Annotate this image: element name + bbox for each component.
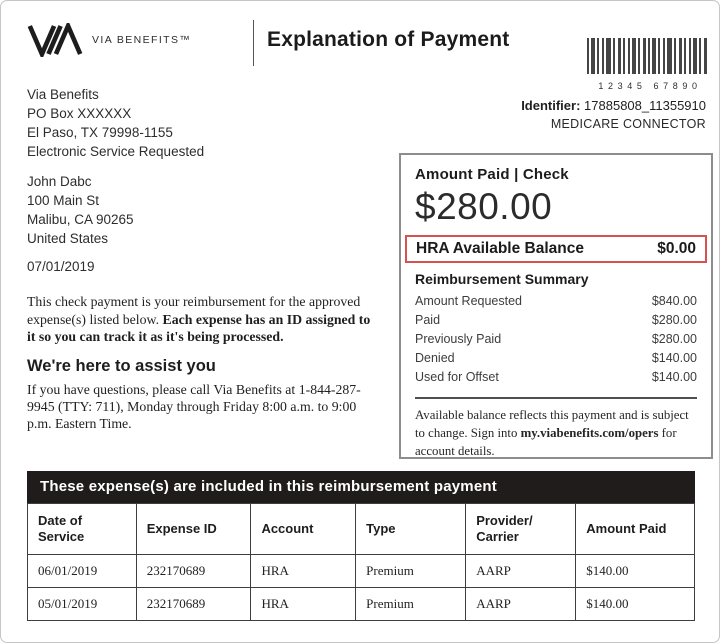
reimbursement-summary-heading: Reimbursement Summary <box>415 271 589 287</box>
expense-cell: 05/01/2019 <box>28 588 137 621</box>
assist-heading: We're here to assist you <box>27 357 216 375</box>
recipient-line: United States <box>27 231 109 246</box>
recipient-address <box>27 172 134 248</box>
amount-paid-value: $280.00 <box>415 186 553 227</box>
summary-row-label: Used for Offset <box>415 370 499 384</box>
identifier-label: Identifier: <box>521 98 581 113</box>
expense-table-row <box>28 588 695 621</box>
recipient-line: John Dabc <box>27 174 92 189</box>
expense-column-header: Type <box>356 504 466 555</box>
balance-note <box>415 406 697 460</box>
summary-row-label: Paid <box>415 313 441 327</box>
note-text: for account details. <box>415 426 677 458</box>
barcode-digits: 12345 67890 <box>598 81 702 91</box>
expense-column-header: Account <box>251 504 356 555</box>
sender-line: Electronic Service Requested <box>27 144 205 159</box>
recipient-line: Malibu, CA 90265 <box>27 212 134 227</box>
statement-date: 07/01/2019 <box>27 259 95 274</box>
header-divider <box>253 20 254 66</box>
sender-address <box>27 85 204 161</box>
expenses-section <box>27 471 695 621</box>
expense-cell: Premium <box>356 555 466 588</box>
intro-text-bold: Each expense has an ID assigned to it so you can track it as it's being processed. <box>27 311 371 344</box>
identifier <box>521 98 706 113</box>
expense-cell: Premium <box>356 588 466 621</box>
summary-row-label: Previously Paid <box>415 332 502 346</box>
expense-column-header: Amount Paid <box>576 504 695 555</box>
sender-line: Via Benefits <box>27 87 99 102</box>
expense-cell: 232170689 <box>136 555 251 588</box>
expense-cell: 232170689 <box>136 588 251 621</box>
summary-rows <box>415 292 697 387</box>
payment-summary-box <box>399 153 713 459</box>
note-url: my.viabenefits.com/opers <box>520 426 659 440</box>
summary-divider <box>415 397 697 399</box>
hra-balance-value: $0.00 <box>657 240 696 257</box>
note-text: Available balance reflects this payment and is subject to change. Sign into <box>415 408 689 440</box>
summary-row <box>415 368 697 387</box>
expense-column-header: Provider/ Carrier <box>466 504 576 555</box>
summary-row-value: $840.00 <box>651 294 697 308</box>
expenses-table <box>27 503 695 621</box>
summary-row <box>415 349 697 368</box>
sender-line: El Paso, TX 79998-1155 <box>27 125 173 140</box>
expense-cell: $140.00 <box>576 555 695 588</box>
summary-row <box>415 292 697 311</box>
expense-cell: AARP <box>466 555 576 588</box>
summary-row <box>415 311 697 330</box>
barcode-icon <box>587 38 709 74</box>
amount-paid-heading: Amount Paid | Check <box>415 166 569 183</box>
hra-balance-label: HRA Available Balance <box>416 240 584 257</box>
assist-body: If you have questions, please call Via Benefits at 1-844-287-9945 (TTY: 711), Monday through Friday 8:00 a.m. to 9:00 p.m. Eastern Time. <box>27 382 361 431</box>
via-logo-mark-icon <box>27 23 83 57</box>
summary-row-value: $280.00 <box>651 332 697 346</box>
summary-row-label: Denied <box>415 351 455 365</box>
summary-row-value: $140.00 <box>651 370 697 384</box>
expense-cell: HRA <box>251 588 356 621</box>
expense-cell: 06/01/2019 <box>28 555 137 588</box>
page-title: Explanation of Payment <box>267 28 510 51</box>
expense-cell: $140.00 <box>576 588 695 621</box>
summary-row-value: $140.00 <box>651 351 697 365</box>
sender-line: PO Box XXXXXX <box>27 106 132 121</box>
intro-paragraph <box>27 293 375 346</box>
summary-row <box>415 330 697 349</box>
barcode-block <box>587 38 709 91</box>
hra-balance-highlight <box>405 235 707 263</box>
expense-table-row <box>28 555 695 588</box>
identifier-value: 17885808_11355910 <box>584 98 706 113</box>
via-benefits-logo <box>27 23 191 57</box>
summary-row-value: $280.00 <box>651 313 697 327</box>
expenses-table-title: These expense(s) are included in this reimbursement payment <box>27 471 695 503</box>
expense-column-header: Date of Service <box>28 504 137 555</box>
program-name: MEDICARE CONNECTOR <box>550 117 706 131</box>
expense-column-header: Expense ID <box>136 504 251 555</box>
expense-table-header-row <box>28 504 695 555</box>
summary-row-label: Amount Requested <box>415 294 523 308</box>
expense-cell: HRA <box>251 555 356 588</box>
recipient-line: 100 Main St <box>27 193 100 208</box>
logo-wordmark: VIA BENEFITS™ <box>92 34 192 46</box>
expense-cell: AARP <box>466 588 576 621</box>
intro-text: This check payment is your reimbursement for the approved expense(s) listed below. <box>27 294 361 327</box>
